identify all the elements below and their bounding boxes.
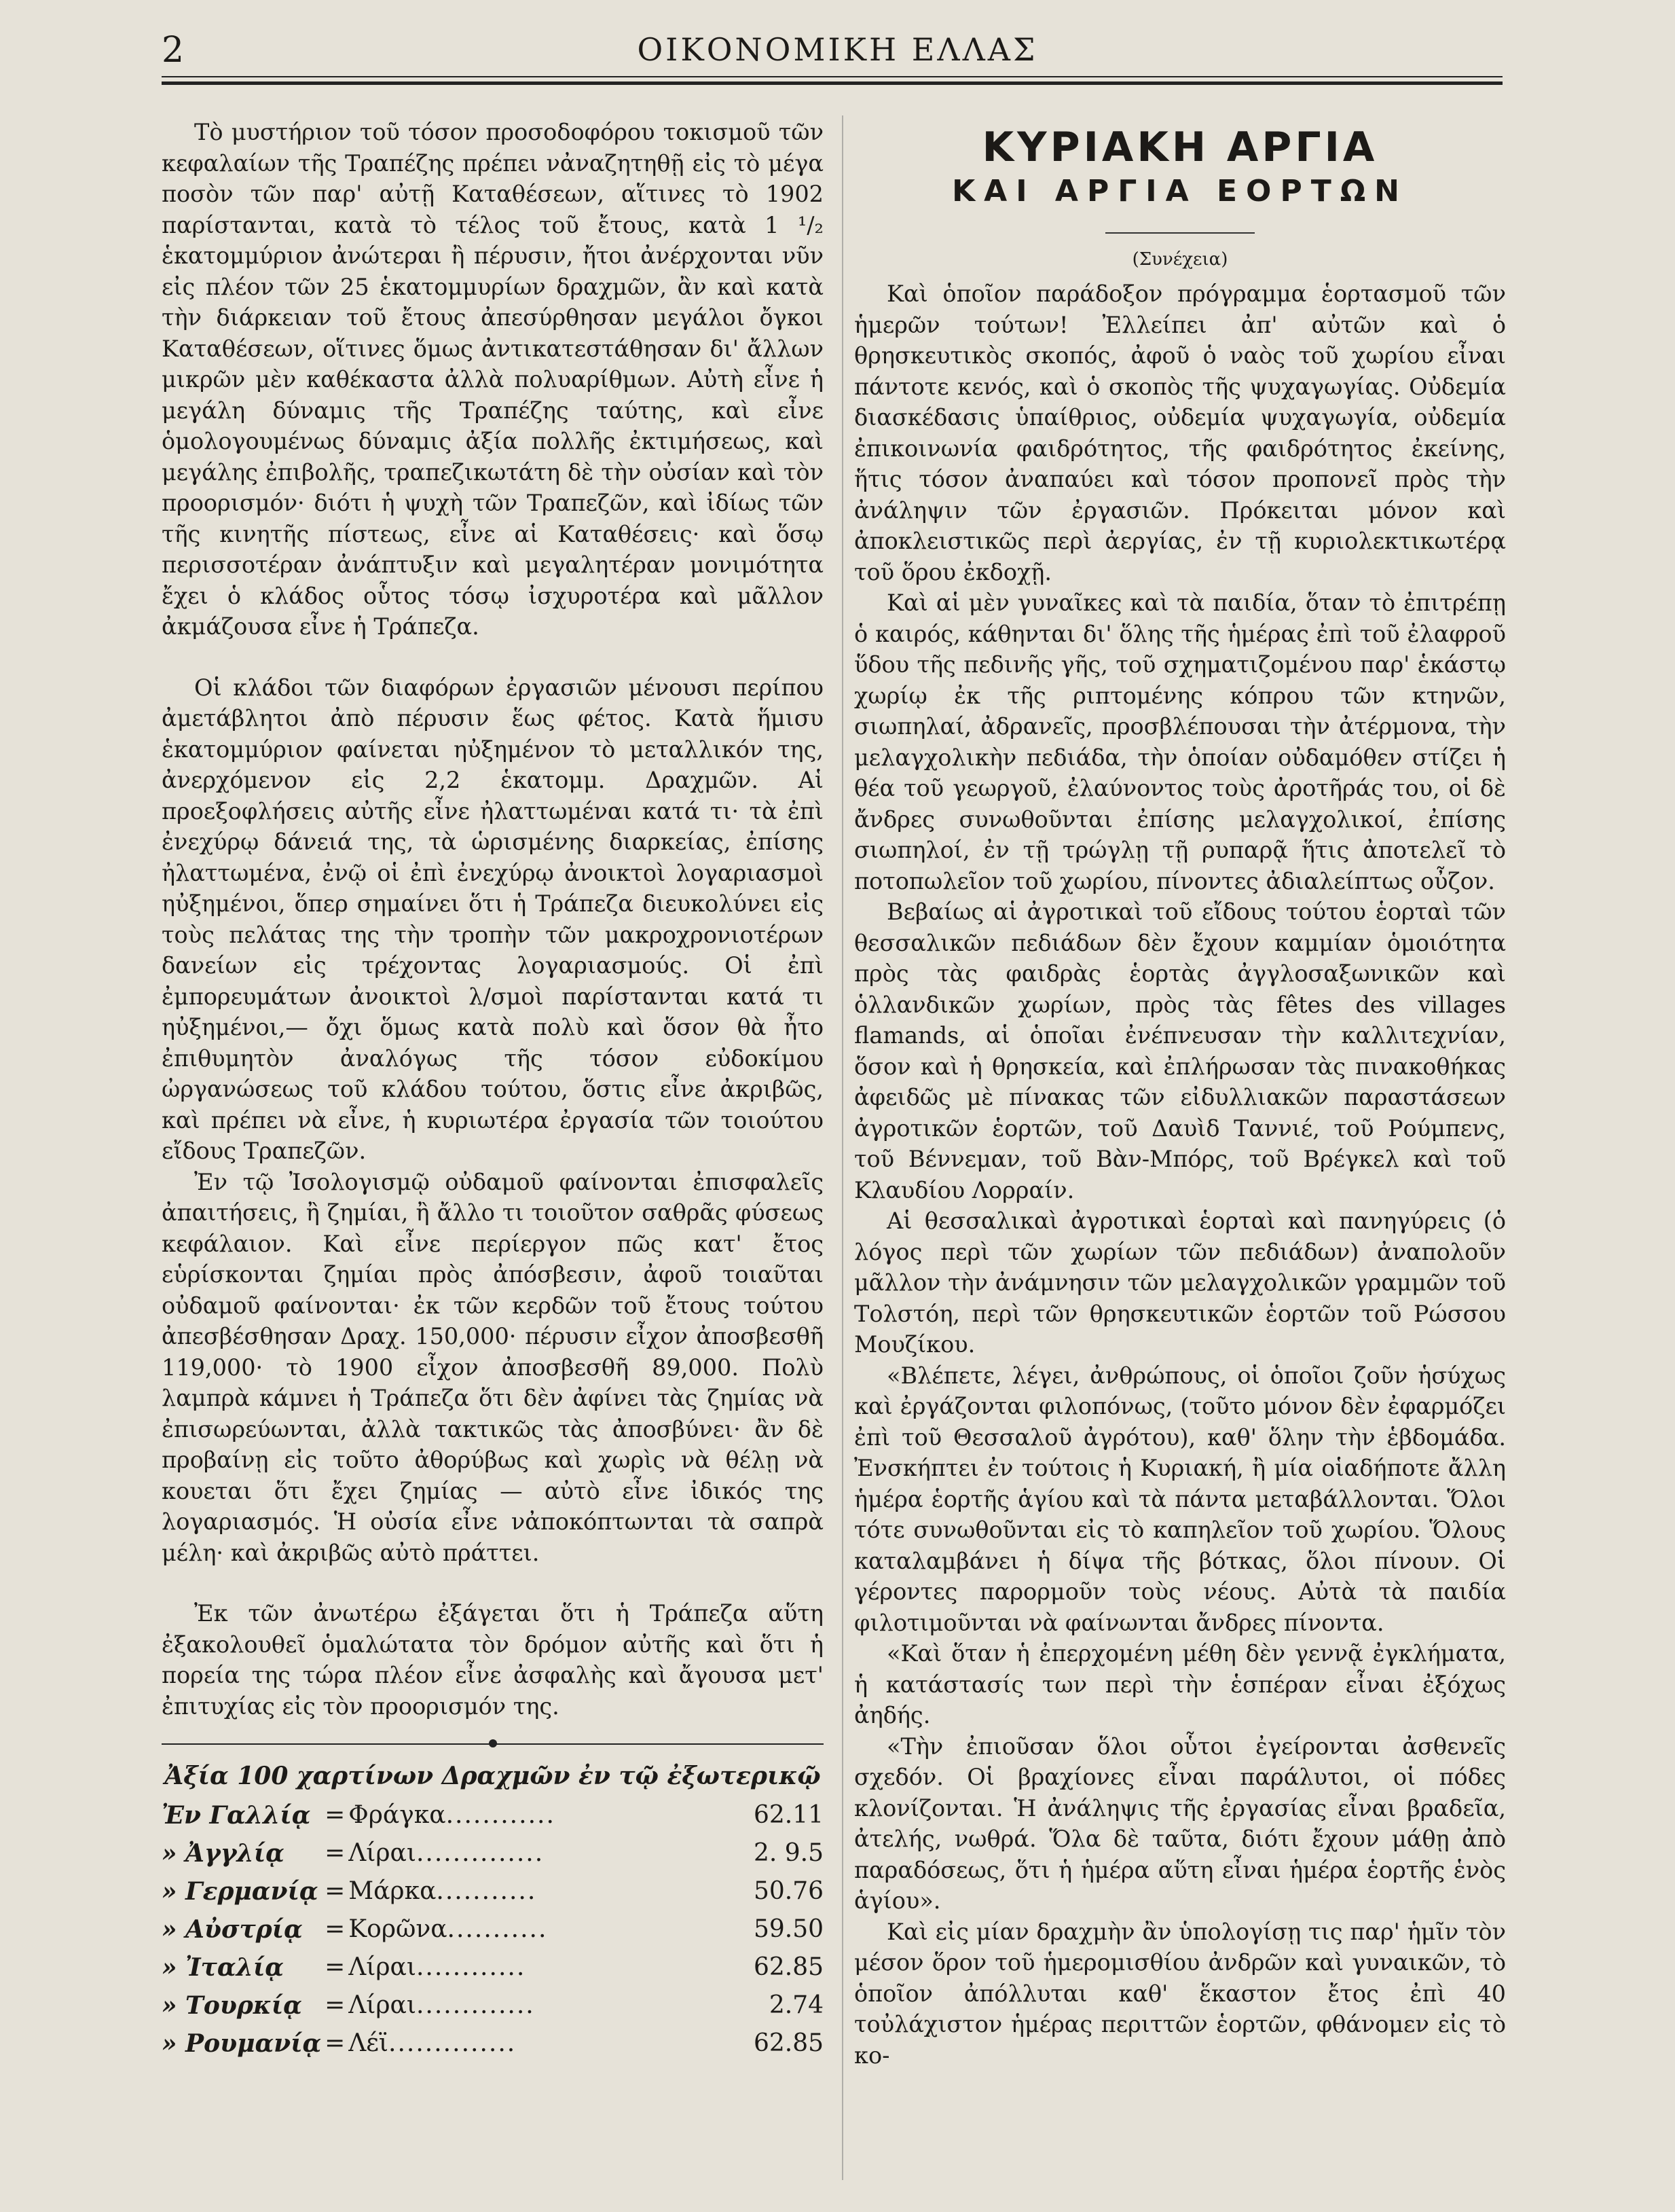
rate-equals: =: [325, 2029, 346, 2057]
rate-country: » Αὐστρίᾳ: [162, 1915, 303, 1944]
table-row: [162, 2025, 824, 2063]
separator-ornament: [489, 1739, 497, 1747]
right-paragraph-3: Βεβαίως αἱ ἀγροτικαὶ τοῦ εἴδους τούτου ἑορταὶ τῶν θεσσαλικῶν πεδιάδων δὲν ἔχουν καμμίαν ὁμοιότητα πρὸς τὰς φαιδρὰς ἑορτὰς ἀγγλοσαξωνικῶν καὶ ὁλλανδικῶν χωρίων, πρὸς τὰς fêtes des villages flamands, αἱ ὁποῖαι ἐνέπνευσαν τὴν καλλιτεχνίαν, ὅσον καὶ ἡ θρησκεία, καὶ ἐπλήρωσαν τὰς πινακοθήκας ἀφειδῶς μὲ πίνακας τῶν εἰδυλλιακῶν παραστάσεων ἀγροτικῶν ἑορτῶν, τοῦ Δαυὶδ Ταννιέ, τοῦ Ρούμπενς, τοῦ Βέννεμαν, τοῦ Βὰν-Μπόρς, τοῦ Βρέγκελ καὶ τοῦ Κλαυδίου Λορραίν.: [854, 899, 1506, 1203]
title-rule: [1105, 232, 1255, 234]
rate-equals: =: [325, 1839, 346, 1867]
rate-leader: ..............: [388, 2029, 517, 2057]
continued-label: (Συνέχεια): [1132, 249, 1228, 270]
right-paragraph-2: Καὶ αἱ μὲν γυναῖκες καὶ τὰ παιδία, ὅταν τὸ ἐπιτρέπῃ ὁ καιρός, κάθηνται δι' ὅλης τῆς ἡμέρας ἐπὶ τοῦ ἐλαφροῦ ὕδου τῆς πεδινῆς γῆς, τοῦ σχηματιζομένου παρ' ἑκάστῳ χωρίῳ ἐκ τῆς ριπτομένης κόπρου τῶν κτηνῶν, σιωπηλαί, ἀδρανεῖς, προσβλέπουσαι τὴν ἀτέρμονα, τὴν μελαγχολικὴν πεδιάδα, τὴν ὁποίαν οὐδαμόθεν στίζει ἡ θέα τοῦ γεωργοῦ, ἐλαύνοντος τοὺς ἀροτῆράς του, οἱ δὲ ἄνδρες συνωθοῦνται ἐπίσης μελαγχολικοί, ἐπίσης σιωπηλοί, ἐν τῇ τρώγλῃ τῇ ρυπαρᾷ ἥτις ἀποτελεῖ τὸ ποτοπωλεῖον τοῦ χωρίου, πίνοντες ἀδιαλείπτως οὖζον.: [854, 590, 1506, 894]
rate-currency: Φράγκα: [348, 1801, 446, 1829]
rate-leader: ............: [445, 1801, 555, 1829]
left-paragraph-1: Τὸ μυστήριον τοῦ τόσον προσοδοφόρου τοκισμοῦ τῶν κεφαλαίων τῆς Τραπέζης πρέπει νἀναζητηθῇ εἰς τὸ μέγα ποσὸν τῶν παρ' αὐτῇ Καταθέσεων, αἵτινες τὸ 1902 παρίστανται, κατὰ τὸ τέλος τοῦ ἔτους, κατὰ 1 ¹/₂ ἑκατομμύριον ἀνώτεραι ἢ πέρυσιν, ἤτοι ἀνέρχονται νῦν εἰς πλέον τῶν 25 ἑκατομμυρίων δραχμῶν, ἂν καὶ κατὰ τὴν διάρκειαν τοῦ ἔτους ἀπεσύρθησαν μεγάλοι ὄγκοι Καταθέσεων, οἵτινες ὅμως ἀντικατεστάθησαν δι' ἄλλων μικρῶν μὲν καθέκαστα ἀλλὰ πολυαρίθμων. Αὐτὴ εἶνε ἡ μεγάλη δύναμις τῆς Τραπέζης ταύτης, καὶ εἶνε ὁμολογουμένως δύναμις ἀξία πολλῆς ἐκτιμήσεως, καὶ μεγάλης ἐπιβολῆς, τραπεζικωτάτη δὲ τὴν οὐσίαν καὶ τὸν προορισμόν· διότι ἡ ψυχὴ τῶν Τραπεζῶν, καὶ ἰδίως τῶν τῆς κινητῆς πίστεως, εἶνε αἱ Καταθέσεις· καὶ ὅσῳ περισσοτέραν ἀνάπτυξιν καὶ μεγαλητέραν μονιμότητα ἔχει ὁ κλάδος οὗτος τόσῳ ἰσχυροτέρα καὶ μᾶλλον ἀκμάζουσα εἶνε ἡ Τράπεζα.: [162, 119, 824, 640]
table-row: [162, 1987, 824, 2025]
section-separator: [162, 1743, 824, 1745]
rate-equals: =: [325, 1877, 346, 1905]
right-paragraph-4: Αἱ θεσσαλικαὶ ἀγροτικαὶ ἑορταὶ καὶ πανηγύρεις (ὁ λόγος περὶ τῶν χωρίων τῶν πεδιάδων) ἀναπολοῦν μᾶλλον τὴν ἀνάμνησιν τῶν μελαγχολικῶν γραμμῶν τοῦ Τολστόη, περὶ τῶν θρησκευτικῶν ἑορτῶν τοῦ Ρώσσου Μουζίκου.: [854, 1208, 1506, 1358]
table-row: [162, 1796, 824, 1834]
column-divider: [842, 115, 843, 2180]
rate-equals: =: [325, 1953, 346, 1981]
exchange-rates-table: [162, 1796, 824, 2063]
table-row: [162, 1910, 824, 1948]
header-rule-thick: [162, 81, 1503, 85]
rate-value: 62.85: [753, 2029, 824, 2057]
rate-currency: Λίραι: [348, 1953, 416, 1981]
rate-value: 62.11: [753, 1801, 824, 1829]
rate-country: » Ἀγγλίᾳ: [162, 1839, 284, 1868]
rate-country: Ἐν Γαλλίᾳ: [162, 1801, 311, 1830]
rate-country: » Ρουμανίᾳ: [162, 2029, 322, 2058]
left-column: [162, 117, 824, 2063]
rate-value: 2.74: [769, 1991, 824, 2019]
exchange-rates-title: Ἀξία 100 χαρτίνων Δραχμῶν ἐν τῷ ἐξωτερικῷ: [164, 1762, 821, 1790]
rate-leader: ..............: [416, 1839, 545, 1867]
rate-country: » Γερμανίᾳ: [162, 1877, 318, 1906]
page-header: [0, 0, 1675, 75]
rate-currency: Μάρκα: [348, 1877, 437, 1905]
rate-value: 62.85: [753, 1953, 824, 1981]
rate-leader: ............: [416, 1953, 526, 1981]
right-paragraph-6: «Καὶ ὅταν ἡ ἐπερχομένη μέθη δὲν γεννᾷ ἐγκλήματα, ἡ κατάστασίς των περὶ τὴν ἑσπέραν εἶναι ἐξόχως ἀηδής.: [854, 1640, 1506, 1728]
rate-equals: =: [325, 1915, 346, 1943]
table-row: [162, 1948, 824, 1987]
right-column: [854, 117, 1506, 2071]
rate-currency: Λίραι: [348, 1839, 416, 1867]
rate-currency: Λέϊ: [348, 2029, 389, 2057]
rate-country: » Ἰταλίᾳ: [162, 1953, 284, 1982]
rate-leader: ...........: [436, 1877, 537, 1905]
right-paragraph-7: «Τὴν ἐπιοῦσαν ὅλοι οὗτοι ἐγείρονται ἀσθενεῖς σχεδόν. Οἱ βραχίονες εἶναι παράλυτοι, οἱ πόδες κλονίζονται. Ἡ ἀνάληψις τῆς ἐργασίας εἶναι βραδεῖα, ἀτελής, νωθρά. Ὅλα δὲ ταῦτα, διότι ἔχουν μάθῃ ἀπὸ παραδόσεως, ὅτι ἡ ἡμέρα αὕτη εἶναι ἡμέρα ἑορτῆς ἑνὸς ἁγίου».: [854, 1733, 1506, 1914]
rate-leader: ...........: [447, 1915, 548, 1943]
rate-value: 2. 9.5: [753, 1839, 824, 1867]
journal-title: ΟΙΚΟΝΟΜΙΚΗ ΕΛΛΑΣ: [637, 31, 1038, 68]
left-paragraph-3: Ἐν τῷ Ἰσολογισμῷ οὐδαμοῦ φαίνονται ἐπισφαλεῖς ἀπαιτήσεις, ἢ ζημίαι, ἢ ἄλλο τι τοιοῦτον σαθρᾶς φύσεως κεφάλαιον. Καὶ εἶνε περίεργον πῶς κατ' ἔτος εὑρίσκονται ζημίαι πρὸς ἀπόσβεσιν, ἀφοῦ τοιαῦται οὐδαμοῦ φαίνονται· ἐκ τῶν κερδῶν τοῦ ἔτους τούτου ἀπεσβέσθησαν Δραχ. 150,000· πέρυσιν εἶχον ἀποσβεσθῆ 119,000· τὸ 1900 εἶχον ἀποσβεσθῆ 89,000. Πολὺ λαμπρὰ κάμνει ἡ Τράπεζα ὅτι δὲν ἀφίνει τὰς ζημίας νὰ ἐπισωρεύωνται, ἀλλὰ τακτικῶς τὰς ἀποσβύνει· ἂν δὲ προβαίνῃ εἰς τοῦτο ἀθορύβως καὶ χωρὶς νὰ θέλῃ νὰ κουεται ὅτι ἔχει ζημίας — αὐτὸ εἶνε ἰδικός της λογαριασμός. Ἡ οὐσία εἶνε νἀποκόπτωνται τὰ σαπρὰ μέλη· καὶ ἀκριβῶς αὐτὸ πράττει.: [162, 1168, 824, 1566]
left-paragraph-2: Οἱ κλάδοι τῶν διαφόρων ἐργασιῶν μένουσι περίπου ἀμετάβλητοι ἀπὸ πέρυσιν ἕως φέτος. Κατὰ ἥμισυ ἑκατομμύριον φαίνεται ηὐξημένον τὸ μεταλλικόν της, ἀνερχόμενον εἰς 2,2 ἑκατομμ. Δραχμῶν. Αἱ προεξοφλήσεις αὐτῆς εἶνε ἠλαττωμέναι κατά τι· τὰ ἐπὶ ἐνεχύρῳ δάνειά της, τὰ ὡρισμένης διαρκείας, ἐπίσης ἠλαττωμένα, ἐνῷ οἱ ἐπὶ ἐνεχύρῳ ἀνοικτοὶ λογαριασμοὶ ηὐξημένοι, ὅπερ σημαίνει ὅτι ἡ Τράπεζα διευκολύνει εἰς τοὺς πελάτας της τὴν τροπὴν τῶν μακροχρονιοτέρων δανείων εἰς τρέχοντας λογαριασμούς. Οἱ ἐπὶ ἐμπορευμάτων ἀνοικτοὶ λ/σμοὶ παρίστανται κατά τι ηὐξημένοι,— ὄχι ὅμως κατὰ πολὺ καὶ ὅσον θὰ ἦτο ἐπιθυμητὸν ἀναλόγως τῆς τόσον εὐδοκίμου ὠργανώσεως τοῦ κλάδου τούτου, ὅστις εἶνε ἀκριβῶς, καὶ πρέπει νὰ εἶνε, ἡ κυριωτέρα ἐργασία τῶν τοιούτου εἴδους Τραπεζῶν.: [162, 674, 824, 1164]
rate-leader: .............: [416, 1991, 535, 2019]
rate-currency: Κορῶνα: [348, 1915, 447, 1943]
right-paragraph-5: «Βλέπετε, λέγει, ἀνθρώπους, οἱ ὁποῖοι ζοῦν ἡσύχως καὶ ἐργάζονται φιλοπόνως, (τοῦτο μόνον δὲν ἐφαρμόζει ἐπὶ τοῦ Θεσσαλοῦ ἀγρότου), καθ' ὅλην τὴν ἑβδομάδα. Ἐνσκήπτει ἐν τούτοις ἡ Κυριακή, ἢ μία οἱαδήποτε ἄλλη ἡμέρα ἑορτῆς ἁγίου καὶ τὰ πάντα μεταβάλλονται. Ὅλοι τότε συνωθοῦνται εἰς τὸ καπηλεῖον τοῦ χωρίου. Ὅλους καταλαμβάνει ἡ δίψα τῆς βότκας, ὅλοι πίνουν. Οἱ γέροντες παρορμοῦν τοὺς νέους. Αὐτὰ τὰ παιδία φιλοτιμοῦνται νὰ φαίνωνται ἄνδρες πίνοντα.: [854, 1362, 1506, 1636]
left-paragraph-4: Ἐκ τῶν ἀνωτέρω ἐξάγεται ὅτι ἡ Τράπεζα αὕτη ἐξακολουθεῖ ὁμαλώτατα τὸν δρόμον αὐτῆς καὶ ὅτι ἡ πορεία της τώρα πλέον εἶνε ἀσφαλὴς καὶ ἄγουσα μετ' ἐπιτυχίας εἰς τὸν προορισμόν της.: [162, 1600, 824, 1720]
page-number: 2: [162, 30, 185, 71]
table-row: [162, 1872, 824, 1910]
right-paragraph-1: Καὶ ὁποῖον παράδοξον πρόγραμμα ἑορτασμοῦ τῶν ἡμερῶν τούτων! Ἐλλείπει ἀπ' αὐτῶν καὶ ὁ θρησκευτικὸς σκοπός, ἀφοῦ ὁ ναὸς τοῦ χωρίου εἶναι πάντοτε κενός, καὶ ὁ σκοπὸς τῆς ψυχαγωγίας. Οὐδεμία διασκέδασις ὑπαίθριος, οὐδεμία ψυχαγωγία, οὐδεμία ἐπικοινωνία φαιδρότητος, τῆς φαιδρότητος ἐκείνης, ἥτις τόσον ἀναπαύει καὶ τόσον προπονεῖ πρὸς τὴν ἀνάληψιν τῶν ἐργασιῶν. Πρόκειται μόνον καὶ ἀποκλειστικῶς περὶ ἀεργίας, ἐν τῇ κυριολεκτικωτέρᾳ τοῦ ὅρου ἐκδοχῇ.: [854, 280, 1506, 585]
article-title: ΚΥΡΙΑΚΗ ΑΡΓΙΑ: [982, 124, 1378, 171]
table-row: [162, 1834, 824, 1872]
article-subtitle: ΚΑΙ ΑΡΓΙΑ ΕΟΡΤΩΝ: [952, 174, 1408, 208]
right-paragraph-8: Καὶ εἰς μίαν δραχμὴν ἂν ὑπολογίσῃ τις παρ' ἡμῖν τὸν μέσον ὅρον τοῦ ἡμερομισθίου ἀνδρῶν καὶ γυναικῶν, τὸ ὁποῖον ἀπόλλυται καθ' ἕκαστον ἔτος ἐπὶ 40 τοὐλάχιστον ἡμέρας περιττῶν ἑορτῶν, φθάνομεν εἰς τὸ κο-: [854, 1918, 1506, 2069]
rate-equals: =: [325, 1991, 346, 2019]
rate-country: » Τουρκίᾳ: [162, 1991, 302, 2020]
rate-value: 50.76: [753, 1877, 824, 1905]
rate-value: 59.50: [753, 1915, 824, 1943]
rate-currency: Λίραι: [348, 1991, 416, 2019]
header-rule-thin: [162, 76, 1503, 77]
rate-equals: =: [325, 1801, 346, 1829]
